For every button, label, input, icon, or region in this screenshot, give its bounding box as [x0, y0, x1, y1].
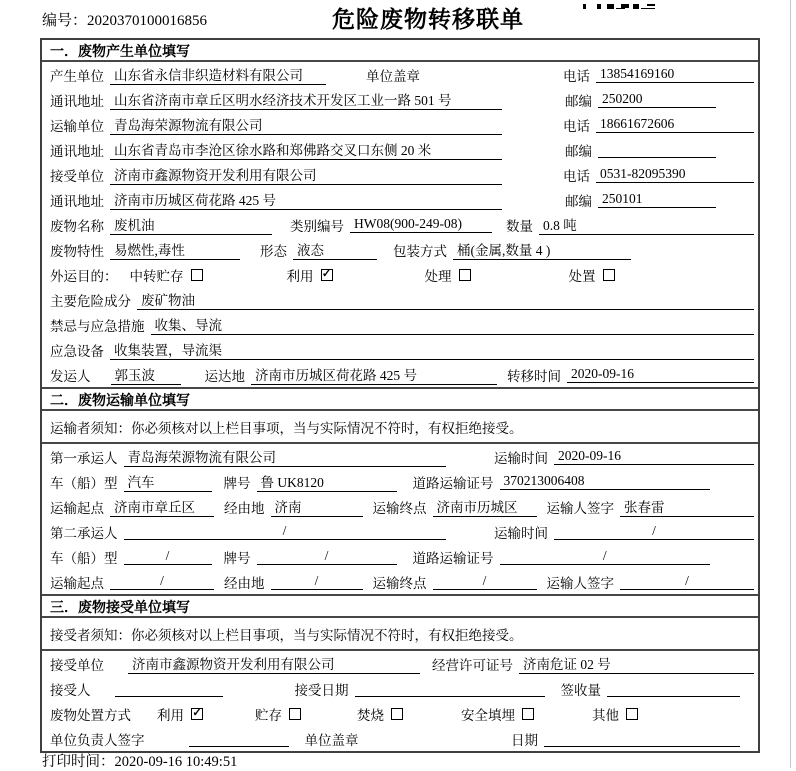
packing-value: 桶(金属,数量 4 ) — [453, 239, 631, 260]
vehicle2-label: 车（船）型 — [50, 550, 118, 566]
print-label: 打印时间： — [42, 754, 115, 770]
row-dispatcher — [42, 362, 758, 387]
disposal-option-label: 焚烧 — [357, 707, 384, 723]
purpose-option-treat — [425, 265, 471, 285]
producer-value: 山东省永信非织造材料有限公司 — [110, 64, 326, 85]
hazard-label: 主要危险成分 — [50, 293, 131, 309]
row-vehicle2 — [42, 544, 758, 569]
sign-date-label: 日期 — [511, 732, 538, 748]
row-emergency-equipment — [42, 337, 758, 362]
checkbox-checked-icon: ✓ — [321, 268, 332, 280]
carrier2-label: 第二承运人 — [50, 525, 118, 541]
receiver-phone-value: 0531-82095390 — [596, 166, 754, 183]
disposal-label: 废物处置方式 — [50, 707, 131, 723]
transporter-value: 青岛海荣源物流有限公司 — [110, 114, 502, 135]
waste-quantity-value: 0.8 吨 — [539, 214, 754, 235]
waste-form-label: 形态 — [260, 243, 287, 259]
row-carrier2 — [42, 519, 758, 544]
row-receiver — [42, 162, 758, 187]
license-label: 经营许可证号 — [432, 657, 513, 673]
route2-via-label: 经由地 — [224, 575, 265, 591]
route1-via-label: 经由地 — [224, 500, 265, 516]
route1-sign-label: 运输人签字 — [546, 500, 614, 516]
address2-zip-label: 邮编 — [565, 143, 592, 159]
stamp-label: 单位盖章 — [366, 68, 420, 84]
section3-header: 三．废物接受单位填写 — [42, 594, 758, 618]
receiver-value: 济南市鑫源物资开发利用有限公司 — [110, 164, 502, 185]
emergency-label: 禁忌与应急措施 — [50, 318, 145, 334]
row-disposal-method — [42, 701, 758, 726]
route2-end-label: 运输终点 — [372, 575, 427, 591]
responsible-sign-value — [189, 730, 289, 747]
transfer-time-label: 转移时间 — [507, 368, 561, 384]
address1-value: 山东省济南市章丘区明水经济技术开发区工业一路 501 号 — [110, 89, 502, 110]
row-route1 — [42, 494, 758, 519]
address2-zip-value — [598, 141, 716, 158]
serial-label: 编号： — [42, 13, 88, 29]
address2-value: 山东省青岛市李沧区徐水路和郑佛路交叉口东侧 20 米 — [110, 139, 502, 160]
plate2-value: / — [257, 548, 397, 565]
road-cert2-label: 道路运输证号 — [412, 550, 494, 566]
disposal-option-landfill — [461, 704, 534, 724]
row-hazard-component — [42, 287, 758, 312]
dispatcher-value: 郭玉波 — [111, 364, 181, 385]
row-producer-address — [42, 87, 758, 112]
waste-property-label: 废物特性 — [50, 243, 104, 259]
row-producer — [42, 62, 758, 87]
checkbox-unchecked-icon — [289, 708, 301, 720]
waste-category-value: HW08(900-249-08) — [350, 216, 492, 233]
row-vehicle1 — [42, 469, 758, 494]
purpose-option-utilize — [287, 265, 333, 285]
checkbox-unchecked-icon — [191, 269, 203, 281]
section2-header: 二．废物运输单位填写 — [42, 387, 758, 411]
accept-date-value — [355, 680, 545, 697]
row-waste-name — [42, 212, 758, 237]
route2-sign-label: 运输人签字 — [546, 575, 614, 591]
dispatcher-label: 发运人 — [50, 368, 91, 384]
section1-header: 一．废物产生单位填写 — [42, 40, 758, 62]
carrier2-time-label: 运输时间 — [494, 525, 548, 541]
accept-date-label: 接受日期 — [294, 682, 349, 698]
equipment-value: 收集装置，导流渠 — [110, 339, 754, 360]
section3-notice: 接受者须知：你必须核对以上栏目事项，当与实际情况不符时，有权拒绝接受。 — [42, 618, 758, 651]
checkbox-unchecked-icon — [391, 708, 403, 720]
address2-label: 通讯地址 — [50, 143, 104, 159]
row-transporter — [42, 112, 758, 137]
disposal-option-label: 贮存 — [255, 707, 282, 723]
checkbox-checked-icon: ✓ — [192, 707, 202, 719]
plate2-label: 牌号 — [223, 550, 251, 566]
carrier1-time-label: 运输时间 — [494, 450, 548, 466]
disposal-option-label: 其他 — [592, 707, 619, 723]
route2-sign-value: / — [620, 573, 754, 590]
purpose-option-label: 处置 — [568, 268, 596, 284]
destination-label: 运达地 — [204, 368, 245, 384]
receiver-phone-label: 电话 — [563, 168, 590, 184]
manifest-form — [40, 38, 760, 753]
address1-zip-label: 邮编 — [565, 93, 592, 109]
packing-label: 包装方式 — [393, 243, 447, 259]
qr-code-icon — [583, 0, 661, 9]
vehicle1-value: 汽车 — [124, 471, 212, 492]
receipt-qty-label: 签收量 — [560, 682, 601, 698]
row-route2 — [42, 569, 758, 594]
waste-form-value: 液态 — [293, 239, 377, 260]
page-title: 危险废物转移联单 — [332, 7, 524, 32]
row-acceptor — [42, 676, 758, 701]
checkbox-unchecked-icon — [459, 269, 471, 281]
route2-start-label: 运输起点 — [50, 575, 104, 591]
row-carrier1 — [42, 444, 758, 469]
row-emergency-measures — [42, 312, 758, 337]
carrier1-time-value: 2020-09-16 — [554, 448, 754, 465]
row-receiver-address — [42, 187, 758, 212]
page-edge-divider — [790, 0, 791, 768]
accept-unit-label: 接受单位 — [50, 657, 104, 673]
row-accept-unit — [42, 651, 758, 676]
route2-start-value: / — [110, 573, 214, 590]
purpose-option-label: 中转贮存 — [129, 268, 184, 284]
accept-unit-value: 济南市鑫源物资开发利用有限公司 — [128, 653, 420, 674]
producer-phone-label: 电话 — [563, 68, 590, 84]
receiver-label: 接受单位 — [50, 168, 104, 184]
plate1-value: 鲁 UK8120 — [257, 471, 397, 492]
route1-via-value: 济南 — [271, 496, 363, 517]
serial-number-line — [42, 9, 207, 30]
address3-zip-value: 250101 — [598, 191, 716, 208]
purpose-option-label: 处理 — [424, 268, 452, 284]
purpose-option-transfer-storage — [130, 265, 203, 285]
row-transporter-address — [42, 137, 758, 162]
responsible-sign-label: 单位负责人签字 — [50, 732, 145, 748]
purpose-label: 外运目的： — [50, 268, 118, 284]
disposal-option-label: 利用 — [157, 707, 184, 723]
producer-phone-value: 13854169160 — [596, 66, 754, 83]
disposal-option-other — [592, 704, 638, 724]
waste-name-label: 废物名称 — [50, 218, 104, 234]
row-purpose — [42, 262, 758, 287]
road-cert1-label: 道路运输证号 — [412, 475, 494, 491]
waste-name-value: 废机油 — [110, 214, 272, 235]
route2-via-value: / — [271, 573, 363, 590]
receipt-qty-value — [607, 680, 740, 697]
vehicle2-value: / — [124, 548, 212, 565]
serial-number: 2020370100016856 — [87, 13, 208, 29]
road-cert1-value: 370213006408 — [500, 473, 711, 490]
route1-sign-value: 张春雷 — [620, 496, 754, 517]
print-time: 2020-09-16 10:49:51 — [114, 754, 238, 770]
disposal-option-label: 安全填埋 — [461, 707, 515, 723]
equipment-label: 应急设备 — [50, 343, 104, 359]
unit-stamp-label: 单位盖章 — [304, 732, 359, 748]
producer-label: 产生单位 — [50, 68, 104, 84]
section2-notice: 运输者须知：你必须核对以上栏目事项，当与实际情况不符时，有权拒绝接受。 — [42, 411, 758, 444]
row-waste-property — [42, 237, 758, 262]
carrier2-time-value: / — [554, 523, 754, 540]
checkbox-unchecked-icon — [522, 708, 534, 720]
sign-date-value — [544, 730, 740, 747]
transfer-time-value: 2020-09-16 — [567, 366, 754, 383]
transporter-phone-label: 电话 — [563, 118, 590, 134]
address3-label: 通讯地址 — [50, 193, 104, 209]
address1-label: 通讯地址 — [50, 93, 104, 109]
purpose-option-label: 利用 — [286, 268, 314, 284]
license-value: 济南危证 02 号 — [519, 653, 754, 674]
address3-value: 济南市历城区荷花路 425 号 — [110, 189, 502, 210]
plate1-label: 牌号 — [223, 475, 251, 491]
road-cert2-value: / — [500, 548, 711, 565]
row-responsible-signature — [42, 726, 758, 751]
route1-end-label: 运输终点 — [372, 500, 427, 516]
checkbox-unchecked-icon — [626, 708, 638, 720]
waste-property-value: 易燃性,毒性 — [110, 239, 240, 260]
address3-zip-label: 邮编 — [565, 193, 592, 209]
vehicle1-label: 车（船）型 — [50, 475, 118, 491]
waste-category-label: 类别编号 — [290, 218, 344, 234]
purpose-option-dispose — [569, 265, 615, 285]
route2-end-value: / — [433, 573, 537, 590]
carrier2-value: / — [124, 523, 446, 540]
transporter-phone-value: 18661672606 — [596, 116, 754, 133]
emergency-value: 收集、导流 — [151, 314, 755, 335]
checkbox-unchecked-icon — [603, 269, 615, 281]
route1-start-value: 济南市章丘区 — [110, 496, 214, 517]
route1-end-value: 济南市历城区 — [433, 496, 537, 517]
route1-start-label: 运输起点 — [50, 500, 104, 516]
hazard-value: 废矿物油 — [137, 289, 754, 310]
destination-value: 济南市历城区荷花路 425 号 — [251, 364, 497, 385]
disposal-option-store — [255, 704, 301, 724]
acceptor-value — [115, 680, 223, 697]
disposal-option-utilize — [157, 704, 203, 724]
carrier1-label: 第一承运人 — [50, 450, 118, 466]
waste-quantity-label: 数量 — [506, 218, 533, 234]
address1-zip-value: 250200 — [598, 91, 716, 108]
carrier1-value: 青岛海荣源物流有限公司 — [124, 446, 446, 467]
transporter-label: 运输单位 — [50, 118, 104, 134]
acceptor-label: 接受人 — [50, 682, 91, 698]
disposal-option-incinerate — [357, 704, 403, 724]
